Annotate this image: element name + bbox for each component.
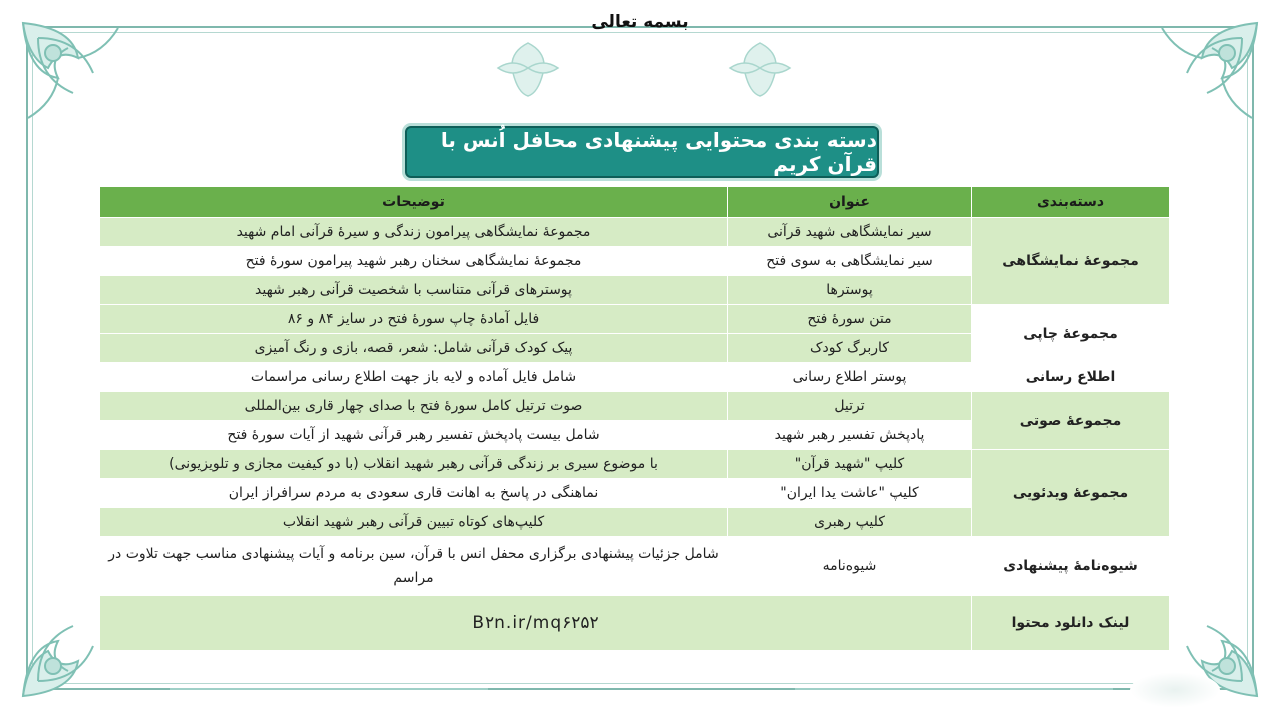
table-header-row bbox=[100, 187, 1170, 218]
bottom-divider bbox=[795, 688, 1113, 690]
page-title: دسته بندی محتوایی پیشنهادی محافل اُنس با قرآن کریم bbox=[440, 128, 877, 176]
category-cell: مجموعۀ ویدئویی bbox=[972, 450, 1170, 537]
table-row bbox=[100, 218, 1170, 247]
category-cell: مجموعۀ صوتی bbox=[972, 392, 1170, 450]
title-cell: متن سورۀ فتح bbox=[728, 305, 972, 334]
content-table bbox=[99, 186, 1170, 651]
title-cell: سیر نمایشگاهی به سوی فتح bbox=[728, 247, 972, 276]
title-cell: پادپخش تفسیر رهبر شهید bbox=[728, 421, 972, 450]
description-cell: صوت ترتیل کامل سورۀ فتح با صدای چهار قاری بین‌المللی bbox=[100, 392, 728, 421]
category-cell: شیوه‌نامۀ پیشنهادی bbox=[972, 537, 1170, 596]
floral-ornament-icon bbox=[720, 38, 800, 98]
corner-ornament-icon bbox=[18, 18, 128, 128]
title-cell: کاربرگ کودک bbox=[728, 334, 972, 363]
title-cell: کلیپ رهبری bbox=[728, 508, 972, 537]
description-cell: شامل بیست پادپخش تفسیر رهبر قرآنی شهید از آیات سورۀ فتح bbox=[100, 421, 728, 450]
category-cell: مجموعۀ چاپی bbox=[972, 305, 1170, 363]
table-row bbox=[100, 537, 1170, 596]
description-cell: مجموعۀ نمایشگاهی پیرامون زندگی و سیرۀ قرآنی امام شهید bbox=[100, 218, 728, 247]
title-cell: پوسترها bbox=[728, 276, 972, 305]
title-cell: شیوه‌نامه bbox=[728, 537, 972, 596]
title-cell: ترتیل bbox=[728, 392, 972, 421]
corner-ornament-icon bbox=[1152, 18, 1262, 128]
description-cell: شامل جزئیات پیشنهادی برگزاری محفل انس با قرآن، سین برنامه و آیات پیشنهادی مناسب جهت تلاوت در مراسم bbox=[100, 537, 728, 596]
title-cell: پوستر اطلاع رسانی bbox=[728, 363, 972, 392]
description-cell: نماهنگی در پاسخ به اهانت قاری سعودی به مردم سرافراز ایران bbox=[100, 479, 728, 508]
floral-ornament-icon bbox=[488, 38, 568, 98]
download-link[interactable]: B۲n.ir/mq۶۲۵۲ bbox=[100, 596, 972, 651]
description-cell: پیک کودک قرآنی شامل: شعر، قصه، بازی و رنگ آمیزی bbox=[100, 334, 728, 363]
table-row bbox=[100, 363, 1170, 392]
category-cell: مجموعۀ نمایشگاهی bbox=[972, 218, 1170, 305]
category-cell: اطلاع رسانی bbox=[972, 363, 1170, 392]
title-cell: کلیپ "عاشت یدا ایران" bbox=[728, 479, 972, 508]
basmala-heading: بسمه تعالی bbox=[591, 12, 689, 32]
bottom-divider bbox=[170, 688, 488, 690]
description-cell: مجموعۀ نمایشگاهی سخنان رهبر شهید پیرامون سورۀ فتح bbox=[100, 247, 728, 276]
table-row bbox=[100, 305, 1170, 334]
column-header: دسته‌بندی bbox=[972, 187, 1170, 218]
column-header: توضیحات bbox=[100, 187, 728, 218]
description-cell: کلیپ‌های کوتاه تبیین قرآنی رهبر شهید انقلاب bbox=[100, 508, 728, 537]
column-header: عنوان bbox=[728, 187, 972, 218]
background-smudge bbox=[1130, 672, 1220, 708]
table-row bbox=[100, 596, 1170, 651]
title-cell: کلیپ "شهید قرآن" bbox=[728, 450, 972, 479]
title-banner bbox=[405, 126, 879, 178]
table-row bbox=[100, 450, 1170, 479]
table-row bbox=[100, 392, 1170, 421]
description-cell: فایل آمادۀ چاپ سورۀ فتح در سایز ۸۴ و ۸۶ bbox=[100, 305, 728, 334]
description-cell: با موضوع سیری بر زندگی قرآنی رهبر شهید انقلاب (با دو کیفیت مجازی و تلویزیونی) bbox=[100, 450, 728, 479]
category-cell: لینک دانلود محتوا bbox=[972, 596, 1170, 651]
description-cell: شامل فایل آماده و لایه باز جهت اطلاع رسانی مراسمات bbox=[100, 363, 728, 392]
description-cell: پوسترهای قرآنی متناسب با شخصیت قرآنی رهبر شهید bbox=[100, 276, 728, 305]
title-cell: سیر نمایشگاهی شهید قرآنی bbox=[728, 218, 972, 247]
